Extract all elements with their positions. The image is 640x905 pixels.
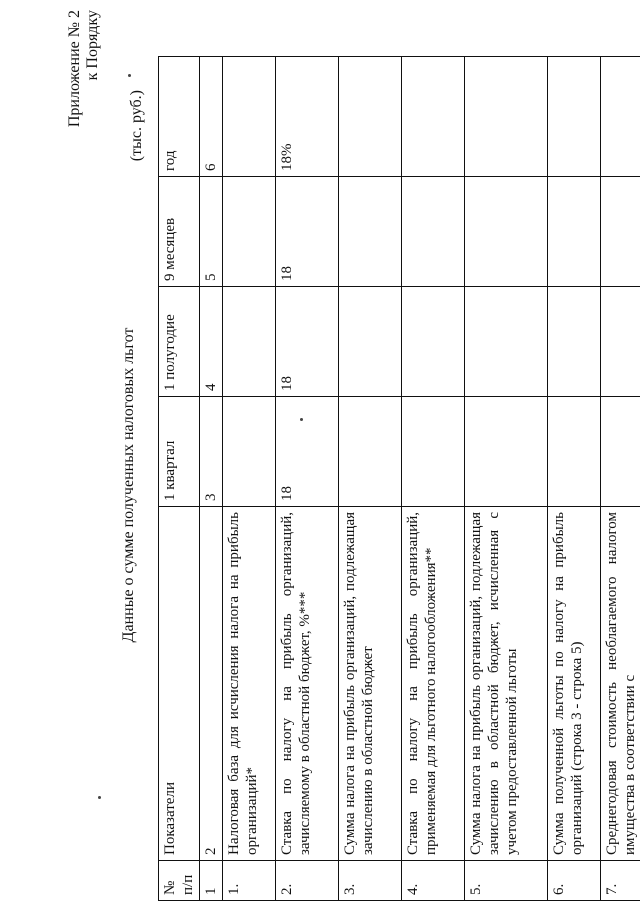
value-year	[548, 57, 601, 177]
table-row	[465, 57, 548, 901]
row-number: 2.	[276, 861, 339, 901]
header-9m: 9 месяцев	[159, 177, 200, 287]
table-header-row	[159, 57, 200, 901]
indicator-label: Сумма полученной льготы по налогу на прибыль организаций (строка 3 - строка 5)	[548, 507, 601, 861]
scan-speck	[128, 74, 131, 77]
row-number: 7.	[601, 861, 640, 901]
value-9m	[465, 177, 548, 287]
value-q1	[402, 397, 465, 507]
value-q1	[339, 397, 402, 507]
header-num: № п/п	[159, 861, 200, 901]
header-h1: 1 полугодие	[159, 287, 200, 397]
row-number: 1.	[223, 861, 276, 901]
appendix-number: Приложение № 2	[66, 10, 83, 128]
header-q1: 1 квартал	[159, 397, 200, 507]
value-h1	[223, 287, 276, 397]
indicator-label: Сумма налога на прибыль организаций, подлежащая зачислению в областной бюджет, исчисленная с учетом предоставленной льготы	[465, 507, 548, 861]
benefits-table	[158, 56, 640, 901]
value-year	[223, 57, 276, 177]
value-year	[601, 57, 640, 177]
column-number: 1	[200, 861, 223, 901]
indicator-label: Среднегодовая стоимость необлагаемого налогом имущества в соответствии с	[601, 507, 640, 861]
scan-speck	[98, 796, 101, 799]
value-h1	[339, 287, 402, 397]
value-q1	[601, 397, 640, 507]
column-number: 6	[200, 57, 223, 177]
indicator-label: Ставка по налогу на прибыль организаций, применяемая для льготного налогообложения**	[402, 507, 465, 861]
units-note: (тыс. руб.)	[128, 90, 145, 162]
value-q1	[465, 397, 548, 507]
value-h1	[402, 287, 465, 397]
indicator-label: Сумма налога на прибыль организаций, подлежащая зачислению в областной бюджет	[339, 507, 402, 861]
value-year	[339, 57, 402, 177]
header-indicator: Показатели	[159, 507, 200, 861]
value-9m	[402, 177, 465, 287]
appendix-heading	[66, 10, 102, 127]
row-number: 4.	[402, 861, 465, 901]
value-h1	[601, 287, 640, 397]
indicator-label: Налоговая база для исчисления налога на прибыль организаций*	[223, 507, 276, 861]
value-year	[402, 57, 465, 177]
table-row	[548, 57, 601, 901]
value-9m	[223, 177, 276, 287]
value-h1: 18	[276, 287, 339, 397]
row-number: 3.	[339, 861, 402, 901]
value-9m	[548, 177, 601, 287]
table-row	[339, 57, 402, 901]
column-number: 2	[200, 507, 223, 861]
table-row	[402, 57, 465, 901]
indicator-label: Ставка по налогу на прибыль организаций, зачисляемому в областной бюджет, %***	[276, 507, 339, 861]
table-row	[601, 57, 640, 901]
table-row	[223, 57, 276, 901]
row-number: 6.	[548, 861, 601, 901]
column-number: 3	[200, 397, 223, 507]
value-q1	[223, 397, 276, 507]
value-q1: 18	[276, 397, 339, 507]
scan-speck	[300, 418, 303, 421]
row-number: 5.	[465, 861, 548, 901]
value-9m	[601, 177, 640, 287]
value-h1	[548, 287, 601, 397]
value-9m: 18	[276, 177, 339, 287]
column-number: 5	[200, 177, 223, 287]
value-year: 18%	[276, 57, 339, 177]
value-q1	[548, 397, 601, 507]
appendix-reference: к Порядку	[84, 10, 101, 81]
value-9m	[339, 177, 402, 287]
column-number-row	[200, 57, 223, 901]
value-year	[465, 57, 548, 177]
value-h1	[465, 287, 548, 397]
table-row	[276, 57, 339, 901]
header-year: год	[159, 57, 200, 177]
column-number: 4	[200, 287, 223, 397]
document-title: Данные о сумме полученных налоговых льгот	[120, 327, 137, 643]
